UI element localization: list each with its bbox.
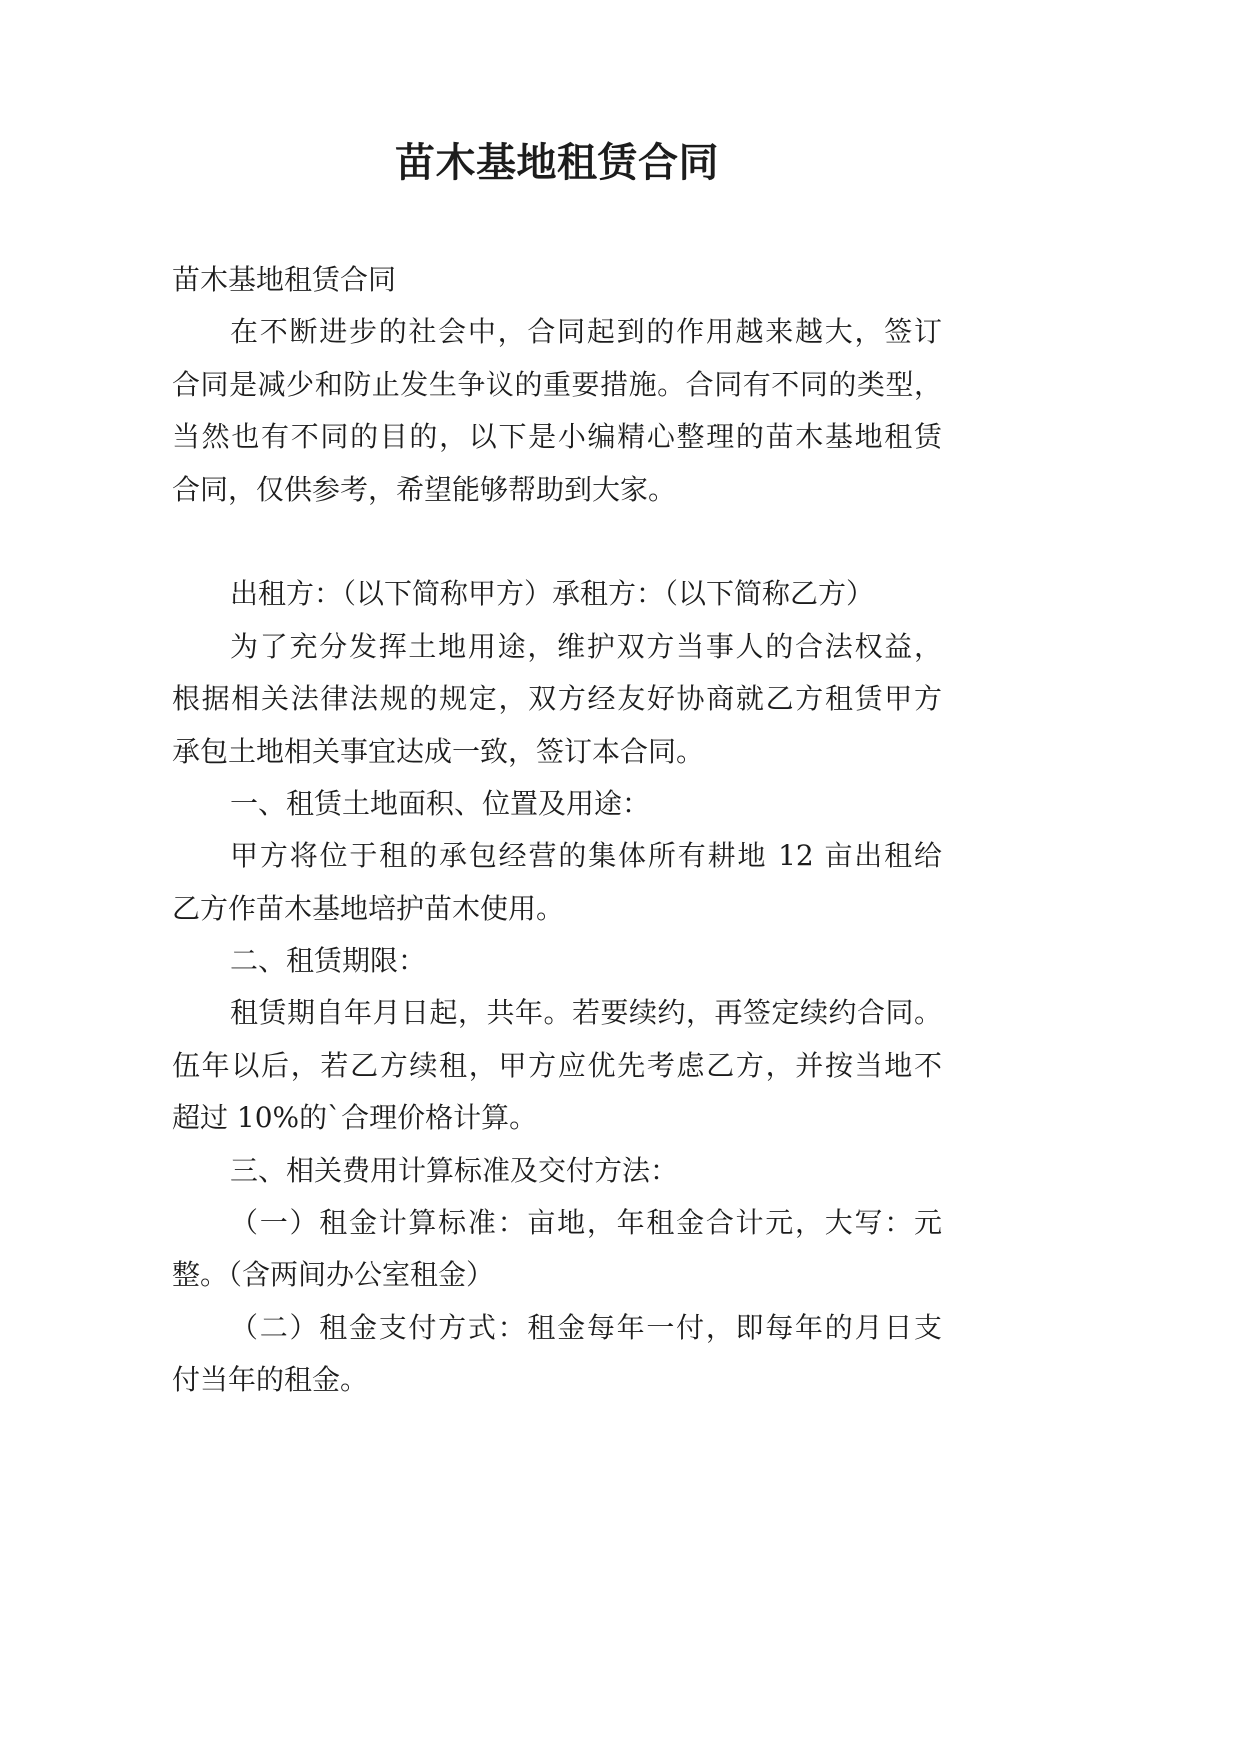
document-title: 苗木基地租赁合同	[395, 139, 719, 186]
paragraph-line: 整。（含两间办公室租金）	[172, 1258, 495, 1292]
paragraph-line: 乙方作苗木基地培护苗木使用。	[172, 891, 565, 925]
paragraph-line: 租赁期自年月日起，共年。若要续约，再签定续约合同。	[230, 996, 942, 1030]
paragraph-line: 承包土地相关事宜达成一致，签订本合同。	[172, 734, 705, 768]
section-heading-line: 一、租赁土地面积、位置及用途：	[230, 786, 651, 820]
section-2-heading	[172, 935, 942, 987]
subtitle-line: 苗木基地租赁合同	[172, 263, 397, 296]
paragraph-line: 当然也有不同的目的，以下是小编精心整理的苗木基地租赁	[172, 420, 942, 454]
paragraph-line: 根据相关法律法规的规定，双方经友好协商就乙方租赁甲方	[172, 682, 942, 716]
section-heading-line: 二、租赁期限：	[230, 944, 427, 978]
paragraph-line: 伍年以后，若乙方续租，甲方应优先考虑乙方，并按当地不	[172, 1048, 942, 1082]
preamble-paragraph	[172, 621, 942, 778]
document-body	[172, 254, 942, 1407]
intro-paragraph	[172, 306, 942, 516]
paragraph-line: 合同是减少和防止发生争议的重要措施。合同有不同的类型，	[172, 367, 942, 401]
section-3-item-1	[172, 1197, 942, 1302]
paragraph-line: 合同，仅供参考，希望能够帮助到大家。	[172, 472, 677, 506]
paragraph-line: （二）租金支付方式：租金每年一付，即每年的月日支	[230, 1310, 942, 1344]
subtitle-paragraph	[172, 254, 942, 306]
section-1-heading	[172, 778, 942, 830]
paragraph-line: 出租方：（以下简称甲方）承租方：（以下简称乙方）	[230, 577, 875, 611]
paragraph-line: 为了充分发挥土地用途，维护双方当事人的合法权益，	[230, 629, 942, 663]
section-3-item-2	[172, 1302, 942, 1407]
blank-line	[172, 516, 942, 568]
parties-paragraph	[172, 568, 942, 620]
section-3-heading	[172, 1145, 942, 1197]
section-1-text	[172, 830, 942, 935]
paragraph-line: （一）租金计算标准：亩地，年租金合计元，大写：元	[230, 1206, 942, 1240]
section-heading-line: 三、相关费用计算标准及交付方法：	[230, 1153, 679, 1187]
paragraph-line: 在不断进步的社会中，合同起到的作用越来越大，签订	[230, 315, 942, 349]
section-2-text	[172, 987, 942, 1144]
paragraph-line: 超过 10%的`合理价格计算。	[172, 1101, 538, 1135]
paragraph-line: 甲方将位于租的承包经营的集体所有耕地 12 亩出租给	[230, 839, 942, 873]
paragraph-line: 付当年的租金。	[172, 1363, 369, 1397]
